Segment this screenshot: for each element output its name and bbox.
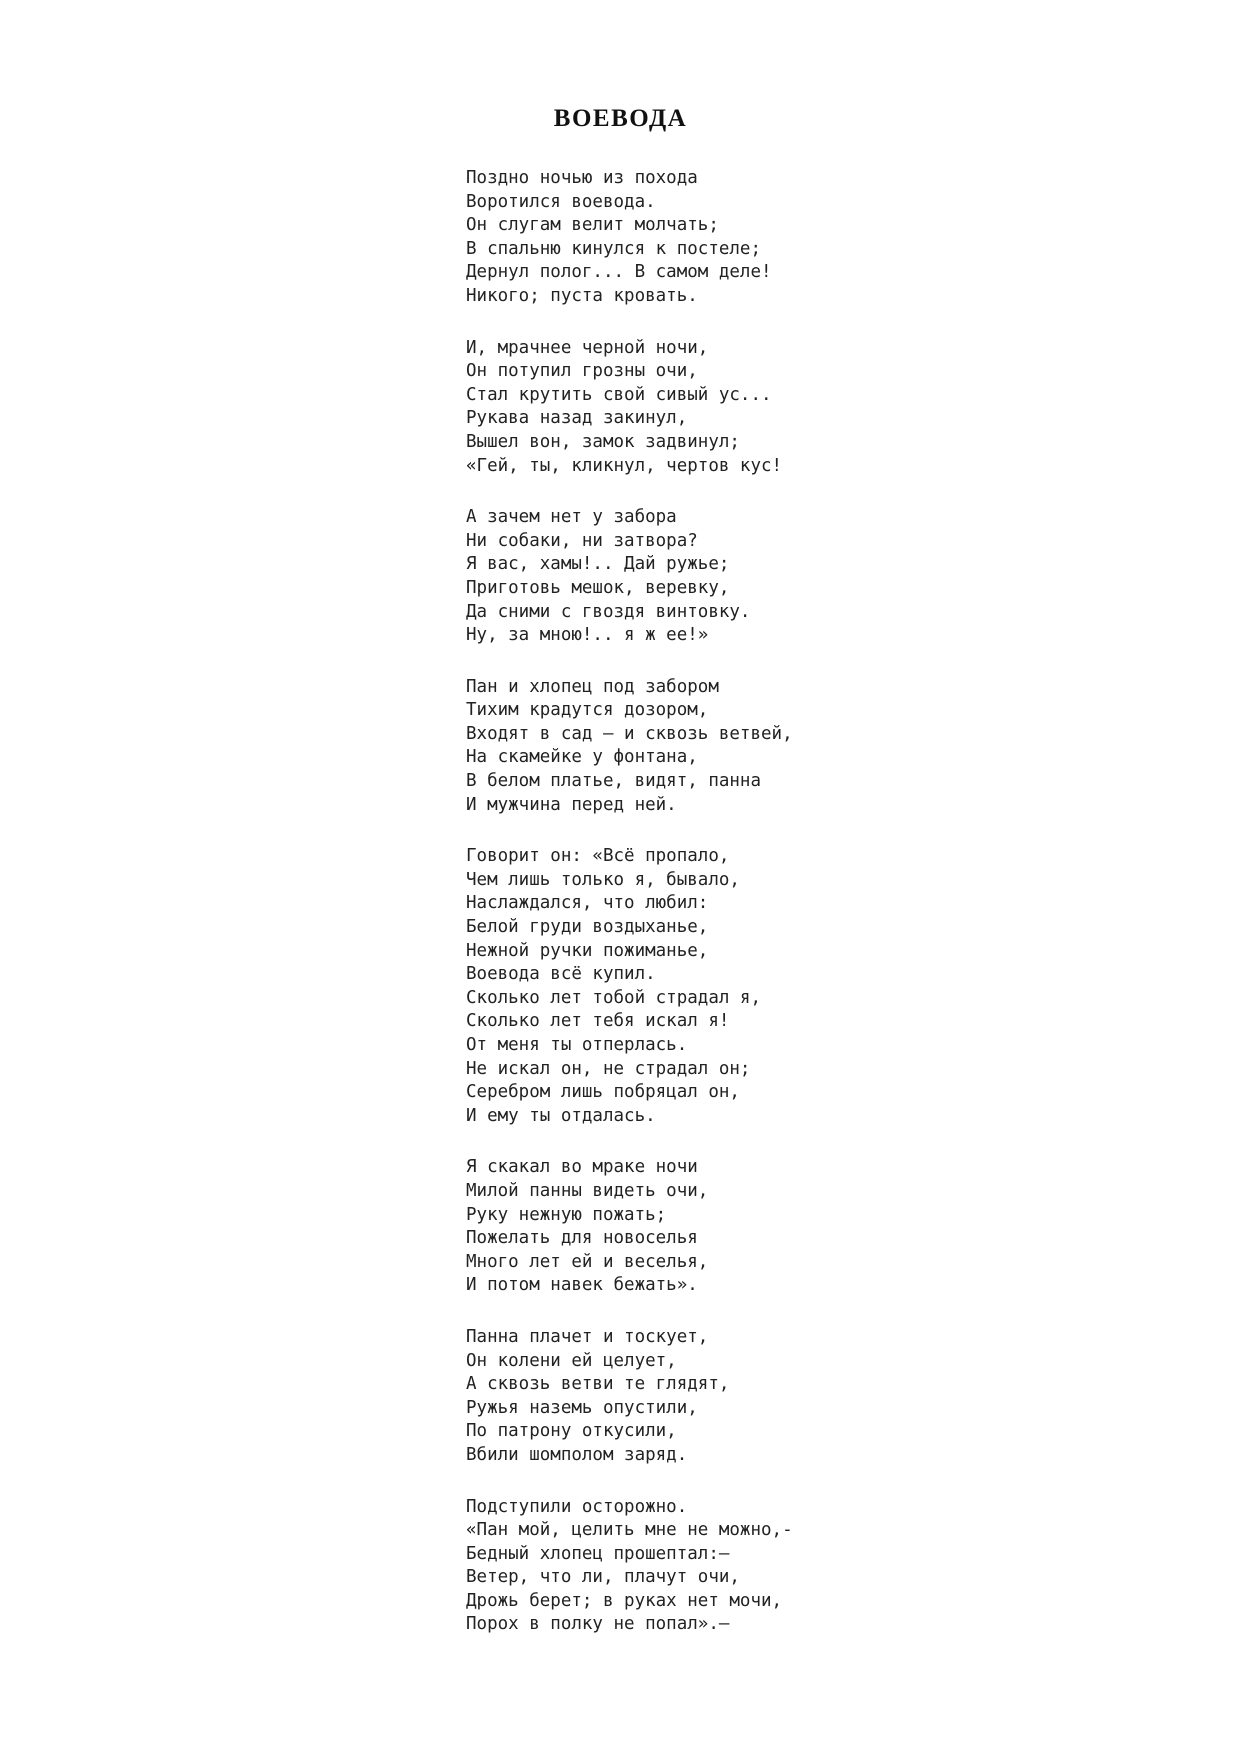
poem-line: И ему ты отдалась.: [466, 1105, 656, 1126]
poem-line: Приготовь мешок, веревку,: [466, 577, 730, 598]
poem-line: И, мрачнее черной ночи,: [466, 337, 709, 358]
poem-line: Нежной ручки пожиманье,: [466, 940, 709, 961]
poem-line: Поздно ночью из похода: [466, 168, 698, 188]
poem-stanza: [466, 506, 1241, 648]
poem-line: Дрожь берет; в руках нет мочи,: [466, 1590, 783, 1611]
poem-line: Чем лишь только я, бывало,: [466, 869, 740, 890]
poem-line: Он колени ей целует,: [466, 1350, 677, 1371]
poem-line: Пожелать для новоселья: [466, 1228, 698, 1249]
poem-line: Ну, за мною!.. я ж ее!»: [466, 625, 709, 646]
poem-line: Стал крутить свой сивый ус...: [466, 384, 772, 405]
poem-line: Говорит он: «Всё пропало,: [466, 846, 730, 867]
poem-stanza: [466, 1496, 1241, 1638]
poem-line: Я скакал во мраке ночи: [466, 1157, 698, 1178]
poem-line: Сколько лет тобой страдал я,: [466, 987, 762, 1008]
poem-stanza: [466, 845, 1241, 1128]
poem-body: [0, 133, 1241, 1637]
poem-line: Много лет ей и веселья,: [466, 1251, 709, 1272]
poem-line: Ни собаки, ни затвора?: [466, 530, 698, 551]
poem-line: Вышел вон, замок задвинул;: [466, 431, 740, 452]
poem-line: На скамейке у фонтана,: [466, 747, 698, 768]
poem-line: В белом платье, видят, панна: [466, 771, 762, 792]
poem-line: В спальню кинулся к постеле;: [466, 238, 762, 259]
poem-line: Входят в сад — и сквозь ветвей,: [466, 723, 793, 744]
poem-line: Наслаждался, что любил:: [466, 893, 709, 914]
poem-line: Подступили осторожно.: [466, 1496, 688, 1517]
poem-stanza: [466, 1326, 1241, 1468]
poem-line: Серебром лишь побряцал он,: [466, 1082, 740, 1103]
poem-line: Дернул полог... В самом деле!: [466, 262, 772, 283]
poem-line: Не искал он, не страдал он;: [466, 1058, 751, 1079]
poem-line: Никого; пуста кровать.: [466, 285, 698, 306]
poem-line: От меня ты отперлась.: [466, 1035, 688, 1055]
poem-line: Милой панны видеть очи,: [466, 1180, 709, 1201]
poem-line: Сколько лет тебя искал я!: [466, 1011, 730, 1032]
poem-line: «Гей, ты, кликнул, чертов кус!: [466, 455, 783, 476]
poem-stanza: [466, 337, 1241, 479]
poem-line: Да сними с гвоздя винтовку.: [466, 601, 751, 622]
poem-line: Он слугам велит молчать;: [466, 215, 719, 236]
poem-line: Порох в полку не попал».—: [466, 1614, 730, 1635]
poem-line: А зачем нет у забора: [466, 507, 677, 528]
poem-line: Белой груди воздыханье,: [466, 917, 709, 938]
poem-line: Ружья наземь опустили,: [466, 1397, 698, 1418]
poem-line: Руку нежную пожать;: [466, 1204, 667, 1225]
poem-line: Я вас, хамы!.. Дай ружье;: [466, 554, 730, 575]
poem-line: Пан и хлопец под забором: [466, 676, 719, 697]
poem-stanza: [466, 676, 1241, 818]
poem-line: По патрону откусили,: [466, 1421, 677, 1442]
poem-line: Ветер, что ли, плачут очи,: [466, 1567, 740, 1588]
poem-line: Бедный хлопец прошептал:—: [466, 1543, 730, 1564]
poem-line: И мужчина перед ней.: [466, 794, 677, 815]
poem-line: Панна плачет и тоскует,: [466, 1326, 709, 1347]
poem-line: Тихим крадутся дозором,: [466, 700, 709, 721]
poem-stanza: [466, 1156, 1241, 1298]
poem-stanza: [466, 167, 1241, 309]
poem-line: А сквозь ветви те глядят,: [466, 1374, 730, 1395]
page-title: ВОЕВОДА: [553, 105, 688, 132]
poem-line: И потом навек бежать».: [466, 1275, 698, 1296]
poem-line: Он потупил грозны очи,: [466, 361, 698, 382]
poem-line: «Пан мой, целить мне не можно,-: [466, 1520, 793, 1541]
poem-line: Рукава назад закинул,: [466, 408, 688, 429]
poem-line: Воевода всё купил.: [466, 964, 656, 985]
poem-line: Воротился воевода.: [466, 191, 656, 212]
poem-line: Вбили шомполом заряд.: [466, 1444, 688, 1465]
